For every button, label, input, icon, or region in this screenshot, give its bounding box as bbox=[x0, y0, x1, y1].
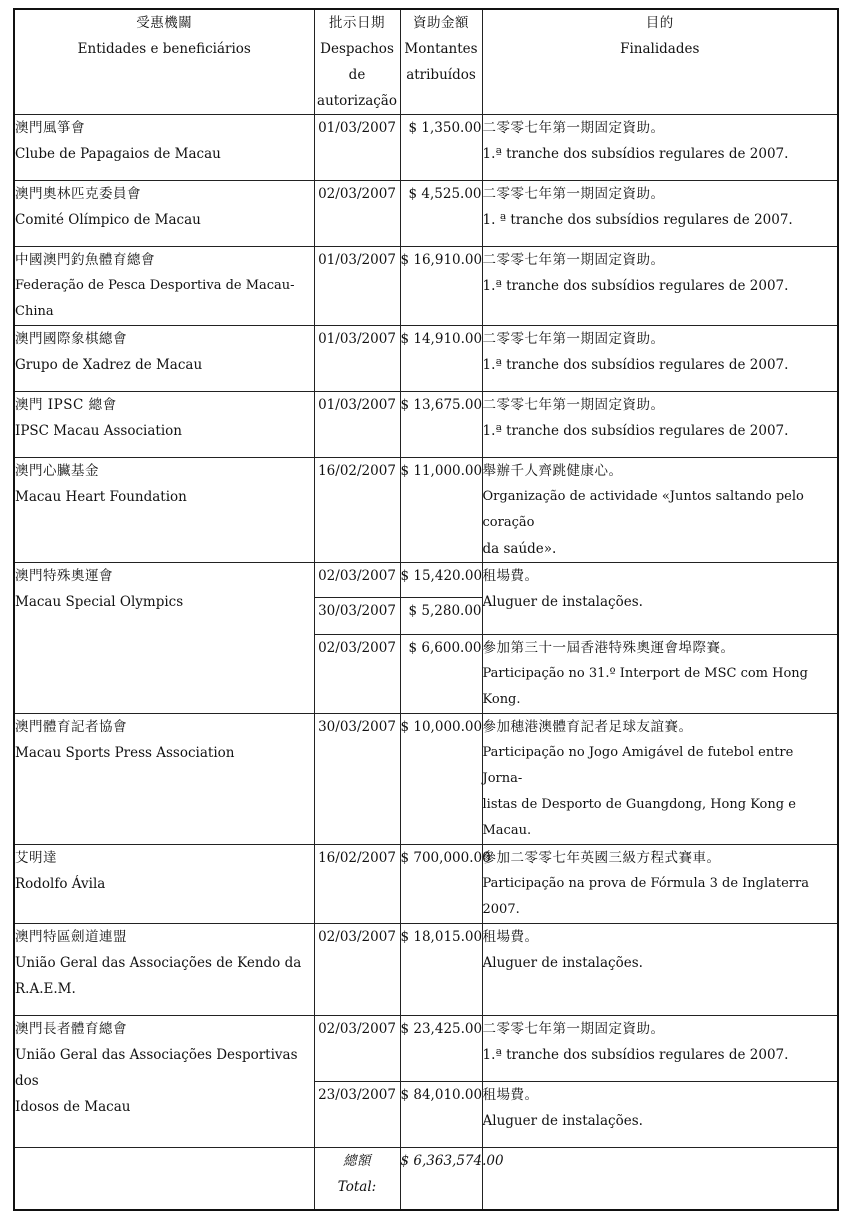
amount-cell: $ 13,675.00 bbox=[400, 392, 482, 458]
header-purpose: 目的 Finalidades bbox=[482, 9, 838, 115]
purpose-cell: 二零零七年第一期固定資助。 1.ª tranche dos subsídios regulares de 2007. bbox=[482, 1016, 838, 1082]
table-row bbox=[14, 924, 838, 1016]
purpose-cell: 二零零七年第一期固定資助。 1.ª tranche dos subsídios regulares de 2007. bbox=[482, 326, 838, 392]
entity-cell: 澳門心臟基金 Macau Heart Foundation bbox=[14, 458, 314, 563]
date-cell: 16/02/2007 bbox=[314, 458, 400, 563]
amount-cell: $ 700,000.00 bbox=[400, 845, 482, 924]
header-date: 批示日期 Despachos de autorização bbox=[314, 9, 400, 115]
table-row bbox=[14, 247, 838, 326]
purpose-cell: 租場費。 Aluguer de instalações. bbox=[482, 563, 838, 635]
purpose-cell: 參加第三十一屆香港特殊奧運會埠際賽。 Participação no 31.º Interport de MSC com Hong Kong. bbox=[482, 635, 838, 714]
purpose-cell: 二零零七年第一期固定資助。 1.ª tranche dos subsídios regulares de 2007. bbox=[482, 247, 838, 326]
purpose-cell: 二零零七年第一期固定資助。 1.ª tranche dos subsídios regulares de 2007. bbox=[482, 392, 838, 458]
amount-cell: $ 18,015.00 bbox=[400, 924, 482, 1016]
date-cell: 02/03/2007 bbox=[314, 924, 400, 1016]
entity-cell: 澳門國際象棋總會 Grupo de Xadrez de Macau bbox=[14, 326, 314, 392]
total-purpose-empty-cell bbox=[482, 1148, 838, 1210]
total-empty-cell bbox=[14, 1148, 314, 1210]
date-cell: 30/03/2007 bbox=[314, 714, 400, 845]
date-cell: 01/03/2007 bbox=[314, 247, 400, 326]
header-amount: 資助金額 Montantes atribuídos bbox=[400, 9, 482, 115]
table-row bbox=[14, 458, 838, 563]
date-cell: 02/03/2007 bbox=[314, 635, 400, 714]
amount-cell: $ 84,010.00 bbox=[400, 1082, 482, 1148]
table-row bbox=[14, 563, 838, 598]
table-row bbox=[14, 326, 838, 392]
entity-cell: 澳門風箏會 Clube de Papagaios de Macau bbox=[14, 115, 314, 181]
table-row bbox=[14, 1016, 838, 1082]
amount-cell: $ 4,525.00 bbox=[400, 181, 482, 247]
entity-cell: 澳門特殊奧運會 Macau Special Olympics bbox=[14, 563, 314, 714]
amount-cell: $ 6,600.00 bbox=[400, 635, 482, 714]
purpose-cell: 舉辦千人齊跳健康心。 Organização de actividade «Juntos saltando pelo coração da saúde». bbox=[482, 458, 838, 563]
amount-cell: $ 15,420.00 bbox=[400, 563, 482, 598]
purpose-cell: 二零零七年第一期固定資助。 1. ª tranche dos subsídios regulares de 2007. bbox=[482, 181, 838, 247]
table-row bbox=[14, 181, 838, 247]
entity-cell: 中國澳門釣魚體育總會 Federação de Pesca Desportiva de Macau-China bbox=[14, 247, 314, 326]
purpose-cell: 租場費。 Aluguer de instalações. bbox=[482, 924, 838, 1016]
purpose-cell: 二零零七年第一期固定資助。 1.ª tranche dos subsídios regulares de 2007. bbox=[482, 115, 838, 181]
grants-table bbox=[13, 8, 839, 1211]
entity-cell: 澳門長者體育總會 União Geral das Associações Desportivas dos Idosos de Macau bbox=[14, 1016, 314, 1148]
amount-cell: $ 1,350.00 bbox=[400, 115, 482, 181]
date-cell: 02/03/2007 bbox=[314, 1016, 400, 1082]
entity-cell: 澳門特區劍道連盟 União Geral das Associações de Kendo da R.A.E.M. bbox=[14, 924, 314, 1016]
table-row bbox=[14, 714, 838, 845]
table-row bbox=[14, 392, 838, 458]
table-header-row bbox=[14, 9, 838, 115]
date-cell: 16/02/2007 bbox=[314, 845, 400, 924]
total-row bbox=[14, 1148, 838, 1210]
date-cell: 30/03/2007 bbox=[314, 598, 400, 635]
amount-cell: $ 5,280.00 bbox=[400, 598, 482, 635]
amount-cell: $ 10,000.00 bbox=[400, 714, 482, 845]
date-cell: 01/03/2007 bbox=[314, 326, 400, 392]
purpose-cell: 參加二零零七年英國三級方程式賽車。 Participação na prova de Fórmula 3 de Inglaterra 2007. bbox=[482, 845, 838, 924]
date-cell: 23/03/2007 bbox=[314, 1082, 400, 1148]
date-cell: 01/03/2007 bbox=[314, 392, 400, 458]
entity-cell: 澳門 IPSC 總會 IPSC Macau Association bbox=[14, 392, 314, 458]
entity-cell: 艾明達 Rodolfo Ávila bbox=[14, 845, 314, 924]
amount-cell: $ 11,000.00 bbox=[400, 458, 482, 563]
date-cell: 02/03/2007 bbox=[314, 181, 400, 247]
purpose-cell: 租場費。 Aluguer de instalações. bbox=[482, 1082, 838, 1148]
total-amount: $ 6,363,574.00 bbox=[400, 1148, 482, 1210]
date-cell: 01/03/2007 bbox=[314, 115, 400, 181]
header-entities: 受惠機關 Entidades e beneficiários bbox=[14, 9, 314, 115]
date-cell: 02/03/2007 bbox=[314, 563, 400, 598]
entity-cell: 澳門奧林匹克委員會 Comité Olímpico de Macau bbox=[14, 181, 314, 247]
table-row bbox=[14, 115, 838, 181]
amount-cell: $ 14,910.00 bbox=[400, 326, 482, 392]
amount-cell: $ 23,425.00 bbox=[400, 1016, 482, 1082]
entity-cell: 澳門體育記者協會 Macau Sports Press Association bbox=[14, 714, 314, 845]
purpose-cell: 參加穗港澳體育記者足球友誼賽。 Participação no Jogo Amigável de futebol entre Jorna- listas de Desporto de Guangdong, Hong Kong e Macau. bbox=[482, 714, 838, 845]
table-row bbox=[14, 845, 838, 924]
total-label: 總額 Total: bbox=[314, 1148, 400, 1210]
amount-cell: $ 16,910.00 bbox=[400, 247, 482, 326]
